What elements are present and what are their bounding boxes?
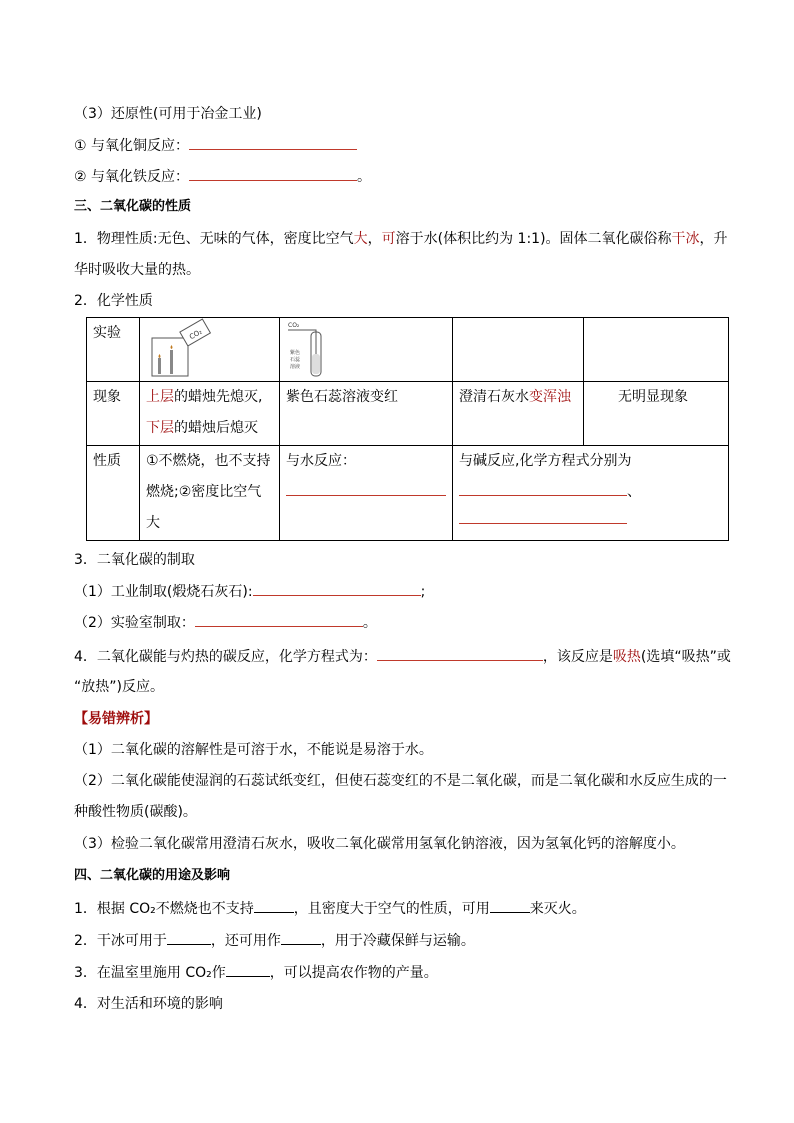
copper-oxide-label: ① 与氧化铜反应： bbox=[74, 138, 190, 154]
answer-blank[interactable] bbox=[281, 930, 321, 945]
use-line-4: 4．对生活和环境的影响 bbox=[74, 996, 223, 1012]
co2-label: CO₂ bbox=[288, 322, 300, 329]
answer-blank[interactable] bbox=[459, 481, 627, 496]
use-line-2: 2．干冰可用于 ，还可用作 ，用于冷藏保鲜与运输。 bbox=[74, 930, 475, 951]
table-row-experiment bbox=[87, 318, 729, 382]
phenomenon-litmus: 紫色石蕊溶液变红 bbox=[280, 382, 453, 446]
error-item-1: （1）二氧化碳的溶解性是可溶于水，不能说是易溶于水。 bbox=[74, 742, 433, 758]
property-candles: ①不燃烧，也不支持 燃烧;②密度比空气大 bbox=[140, 446, 280, 541]
experiment-table bbox=[86, 317, 729, 541]
answer-blank[interactable] bbox=[253, 581, 421, 596]
co2-label: CO₂ bbox=[188, 327, 204, 342]
answer-blank[interactable] bbox=[286, 481, 446, 496]
figure-candles-cell bbox=[140, 318, 280, 382]
reducing-heading: （3）还原性(可用于冶金工业) bbox=[74, 106, 262, 122]
lab-preparation: （2）实验室制取： 。 bbox=[74, 612, 377, 633]
figure-litmus-cell bbox=[280, 318, 453, 382]
table-row-phenomenon bbox=[87, 382, 729, 446]
answer-blank[interactable] bbox=[189, 135, 357, 150]
error-item-2-line2: 种酸性物质(碳酸)。 bbox=[74, 804, 197, 820]
answer-blank[interactable] bbox=[167, 930, 211, 945]
table-row-property bbox=[87, 446, 729, 541]
answer-blank[interactable] bbox=[189, 166, 357, 181]
error-item-3: （3）检验二氧化碳常用澄清石灰水，吸收二氧化碳常用氢氧化钠溶液，因为氢氧化钙的溶解度小。 bbox=[74, 836, 685, 852]
svg-text:溶液: 溶液 bbox=[290, 364, 301, 370]
physical-property-line1: 1．物理性质:无色、无味的气体，密度比空气大，可溶于水(体积比约为 1:1)。固体二氧化碳俗称干冰，升 bbox=[74, 231, 728, 247]
answer-blank[interactable] bbox=[377, 646, 543, 661]
answer-blank[interactable] bbox=[490, 898, 530, 913]
section3-title: 三、二氧化碳的性质 bbox=[74, 199, 192, 214]
row-label-phenomenon: 现象 bbox=[93, 389, 121, 405]
use-line-1: 1．根据 CO₂不燃烧也不支持 ，且密度大于空气的性质，可用 来灭火。 bbox=[74, 898, 586, 919]
use-line-3: 3．在温室里施用 CO₂作 ，可以提高农作物的产量。 bbox=[74, 962, 438, 983]
figure-empty-cell bbox=[584, 318, 729, 382]
chemical-property-heading: 2．化学性质 bbox=[74, 293, 153, 309]
physical-property-line2: 华时吸收大量的热。 bbox=[74, 262, 200, 278]
svg-text:石蕊: 石蕊 bbox=[290, 357, 301, 363]
carbon-reaction-line2: “放热”)反应。 bbox=[74, 679, 164, 695]
phenomenon-none: 无明显现象 bbox=[584, 382, 729, 446]
svg-text:紫色: 紫色 bbox=[290, 350, 301, 356]
beaker-candles-figure bbox=[146, 318, 216, 378]
answer-blank[interactable] bbox=[254, 898, 294, 913]
section4-title: 四、二氧化碳的用途及影响 bbox=[74, 868, 231, 883]
row-label-property: 性质 bbox=[93, 453, 121, 469]
property-base: 与碱反应,化学方程式分别为 、 bbox=[453, 446, 729, 541]
answer-blank[interactable] bbox=[226, 962, 270, 977]
property-water: 与水反应： bbox=[280, 446, 453, 541]
preparation-heading: 3．二氧化碳的制取 bbox=[74, 552, 195, 568]
iron-oxide-label: ② 与氧化铁反应： bbox=[74, 169, 190, 185]
test-tube-figure bbox=[286, 318, 346, 378]
answer-blank[interactable] bbox=[195, 612, 363, 627]
carbon-reaction-line1: 4．二氧化碳能与灼热的碳反应，化学方程式为： ，该反应是吸热(选填“吸热”或 bbox=[74, 646, 731, 667]
phenomenon-candles: 上层的蜡烛先熄灭, 下层的蜡烛后熄灭 bbox=[140, 382, 280, 446]
error-analysis-title: 【易错辨析】 bbox=[74, 711, 158, 727]
phenomenon-limewater: 澄清石灰水变浑浊 bbox=[453, 382, 584, 446]
error-item-2-line1: （2）二氧化碳能使湿润的石蕊试纸变红，但使石蕊变红的不是二氧化碳，而是二氧化碳和水反应生成的一 bbox=[74, 773, 727, 789]
iron-oxide-item: ② 与氧化铁反应： 。 bbox=[74, 166, 371, 187]
industrial-preparation: （1）工业制取(煅烧石灰石): ; bbox=[74, 581, 425, 602]
row-label-experiment: 实验 bbox=[93, 325, 121, 341]
answer-blank[interactable] bbox=[459, 509, 627, 524]
copper-oxide-item bbox=[74, 135, 357, 156]
figure-empty-cell bbox=[453, 318, 584, 382]
